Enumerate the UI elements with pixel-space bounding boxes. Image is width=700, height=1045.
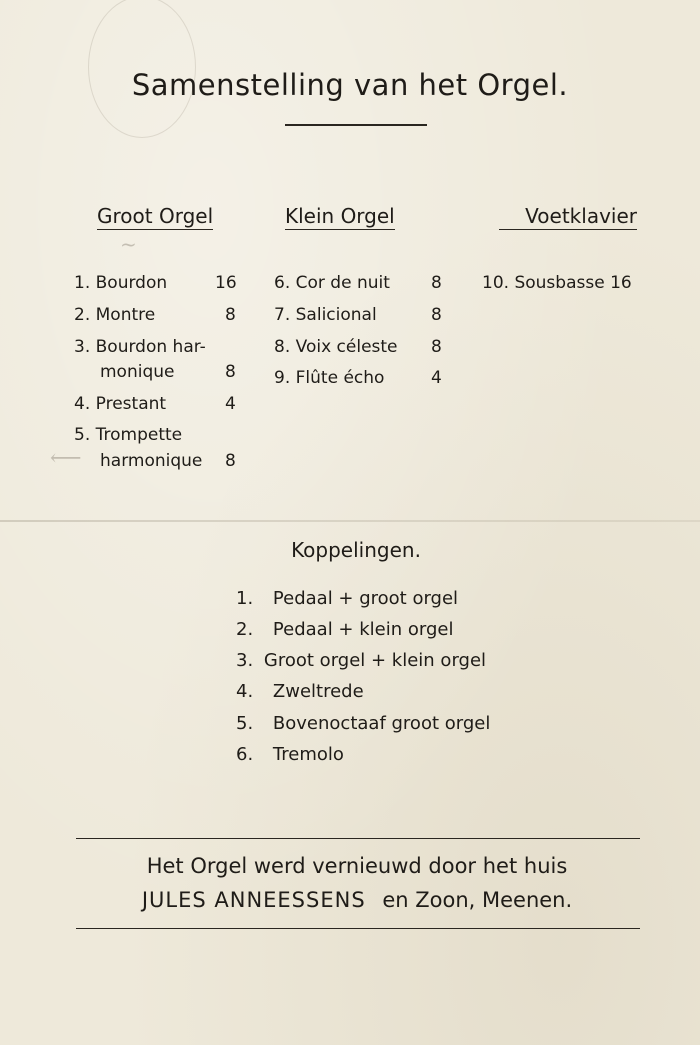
stop-3 bbox=[74, 337, 206, 357]
stop-5-value: 8 bbox=[225, 451, 236, 471]
stop-8 bbox=[274, 337, 398, 357]
stop-number: 3. bbox=[74, 337, 91, 357]
coupling-number: 2. bbox=[236, 619, 254, 640]
footer-top-rule bbox=[76, 838, 640, 839]
coupling-number: 3. bbox=[236, 650, 254, 671]
stop-1 bbox=[74, 273, 167, 293]
stop-number: 5. bbox=[74, 425, 91, 445]
stop-name: Trompette bbox=[95, 425, 183, 445]
stop-name: Voix céleste bbox=[295, 337, 398, 357]
coupling-item-3 bbox=[236, 650, 486, 672]
coupling-text: Tremolo bbox=[272, 744, 344, 765]
page-title: Samenstelling van het Orgel. bbox=[131, 68, 569, 102]
stop-name: Salicional bbox=[295, 305, 377, 325]
stop-name: Prestant bbox=[95, 394, 167, 414]
stop-number: 8. bbox=[274, 337, 291, 357]
coupling-item-4 bbox=[236, 681, 364, 703]
stop-number: 4. bbox=[74, 394, 91, 414]
stop-number: 10. bbox=[482, 273, 510, 293]
stop-2 bbox=[74, 305, 155, 325]
stop-name: Montre bbox=[95, 305, 156, 325]
stop-number: 1. bbox=[74, 273, 91, 293]
coupling-item-5 bbox=[236, 713, 490, 735]
stop-5-continued: harmonique bbox=[100, 451, 203, 471]
coupling-number: 5. bbox=[236, 713, 254, 734]
stop-6 bbox=[274, 273, 390, 293]
stop-name: Bourdon bbox=[95, 273, 168, 293]
stop-7 bbox=[274, 305, 377, 325]
stop-1-value: 16 bbox=[215, 273, 237, 293]
heading-voetklavier: Voetklavier bbox=[499, 204, 637, 230]
stop-3-value: 8 bbox=[225, 362, 236, 382]
stop-9 bbox=[274, 368, 384, 388]
stop-number: 6. bbox=[274, 273, 291, 293]
stop-number: 7. bbox=[274, 305, 291, 325]
stop-2-value: 8 bbox=[225, 305, 236, 325]
stop-number: 9. bbox=[274, 368, 291, 388]
stop-number: 2. bbox=[74, 305, 91, 325]
stop-5 bbox=[74, 425, 182, 445]
footer-line-1: Het Orgel werd vernieuwd door het huis bbox=[146, 854, 568, 878]
footer-bottom-rule bbox=[76, 928, 640, 929]
stop-3-continued: monique bbox=[100, 362, 175, 382]
faint-handwriting: ~ bbox=[120, 232, 137, 256]
stop-4 bbox=[74, 394, 166, 414]
coupling-text: Pedaal + klein orgel bbox=[272, 619, 454, 640]
coupling-number: 6. bbox=[236, 744, 254, 765]
coupling-text: Bovenoctaaf groot orgel bbox=[272, 713, 491, 734]
heading-groot-orgel: Groot Orgel bbox=[97, 204, 214, 228]
footer-line-2 bbox=[0, 888, 700, 912]
coupling-text: Groot orgel + klein orgel bbox=[263, 650, 487, 671]
builder-name: JULES ANNEESSENS bbox=[141, 888, 366, 912]
stop-4-value: 4 bbox=[225, 394, 236, 414]
stop-value: 16 bbox=[610, 273, 632, 293]
title-underline bbox=[285, 124, 427, 126]
stop-9-value: 4 bbox=[431, 368, 442, 388]
couplings-heading: Koppelingen. bbox=[291, 538, 421, 562]
stop-10 bbox=[482, 273, 632, 293]
stop-name: Sousbasse bbox=[514, 273, 605, 293]
stop-7-value: 8 bbox=[431, 305, 442, 325]
coupling-text: Zweltrede bbox=[272, 681, 364, 702]
coupling-number: 4. bbox=[236, 681, 254, 702]
stop-6-value: 8 bbox=[431, 273, 442, 293]
ink-mark: ⟵ bbox=[50, 446, 82, 471]
coupling-item-2 bbox=[236, 619, 453, 641]
stop-name: Bourdon har- bbox=[95, 337, 206, 357]
coupling-number: 1. bbox=[236, 588, 254, 609]
coupling-item-1 bbox=[236, 588, 458, 610]
stop-name: Cor de nuit bbox=[295, 273, 390, 293]
stop-name: Flûte écho bbox=[295, 368, 385, 388]
coupling-text: Pedaal + groot orgel bbox=[272, 588, 459, 609]
builder-location: en Zoon, Meenen. bbox=[382, 888, 573, 912]
coupling-item-6 bbox=[236, 744, 344, 766]
heading-klein-orgel: Klein Orgel bbox=[285, 204, 395, 228]
fold-line bbox=[0, 520, 700, 522]
stop-8-value: 8 bbox=[431, 337, 442, 357]
